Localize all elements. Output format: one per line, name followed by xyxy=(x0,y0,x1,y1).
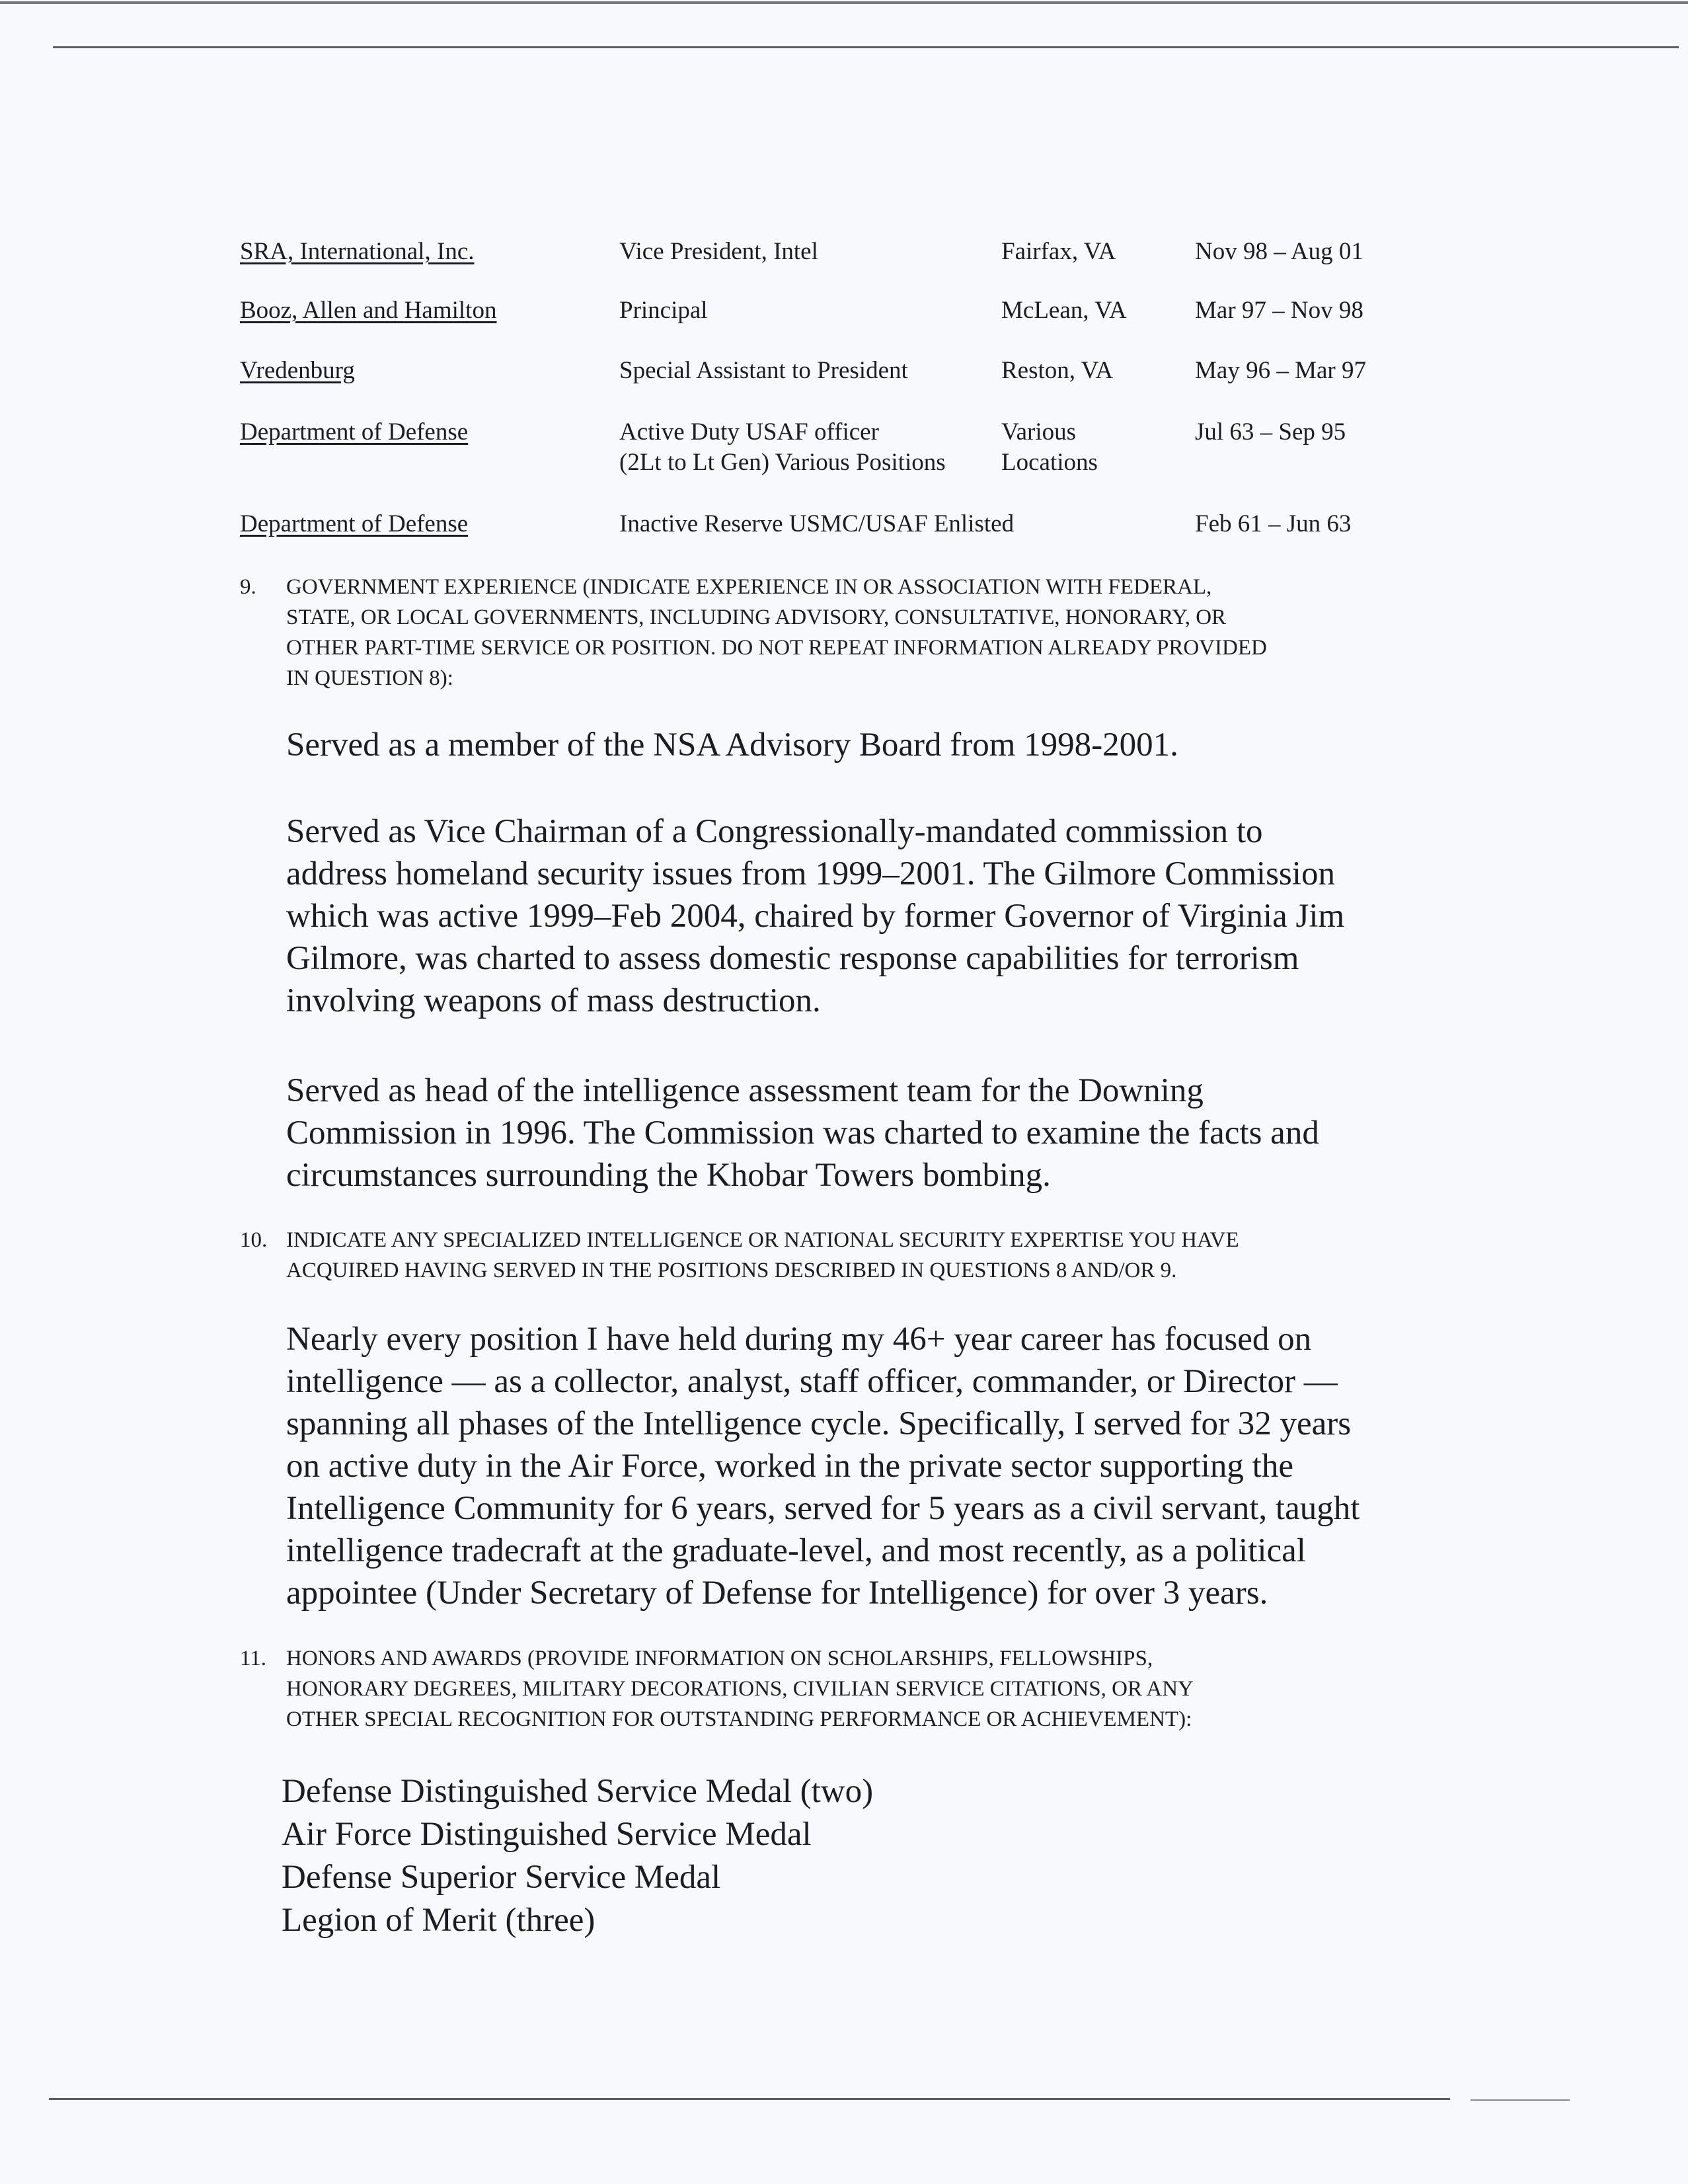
question-text: IN QUESTION 8): xyxy=(286,666,453,690)
position-title: Special Assistant to President xyxy=(619,357,908,384)
question-text: ACQUIRED HAVING SERVED IN THE POSITIONS DESCRIBED IN QUESTIONS 8 AND/OR 9. xyxy=(286,1259,1177,1282)
dates: Jul 63 – Sep 95 xyxy=(1195,418,1346,446)
location: Various xyxy=(1001,418,1077,446)
location: Locations xyxy=(1001,449,1098,476)
answer-line: which was active 1999–Feb 2004, chaired by former Governor of Virginia Jim xyxy=(286,898,1345,935)
answer-paragraph xyxy=(286,1070,1319,1196)
answer-paragraph xyxy=(286,810,1344,1022)
question-number: 10. xyxy=(240,1228,268,1252)
question-text: HONORS AND AWARDS (PROVIDE INFORMATION ON SCHOLARSHIPS, FELLOWSHIPS, xyxy=(286,1647,1153,1670)
question-10-answer xyxy=(286,1318,1360,1614)
question-number: 11. xyxy=(240,1647,267,1670)
dates: Feb 61 – Jun 63 xyxy=(1195,510,1352,537)
answer-line: spanning all phases of the Intelligence cycle. Specifically, I served for 32 years xyxy=(286,1405,1352,1442)
dates: Mar 97 – Nov 98 xyxy=(1195,297,1363,324)
question-line xyxy=(240,602,1267,633)
question-line xyxy=(240,1704,1194,1735)
answer-line: involving weapons of mass destruction. xyxy=(286,982,821,1019)
employer-name: SRA, International, Inc. xyxy=(240,238,475,265)
position-title: (2Lt to Lt Gen) Various Positions xyxy=(619,449,946,476)
question-text: GOVERNMENT EXPERIENCE (INDICATE EXPERIENCE IN OR ASSOCIATION WITH FEDERAL, xyxy=(286,575,1212,599)
question-text: OTHER PART-TIME SERVICE OR POSITION. DO NOT REPEAT INFORMATION ALREADY PROVIDED xyxy=(286,636,1267,660)
employer-name: Department of Defense xyxy=(240,510,469,537)
footer-rule xyxy=(49,2098,1450,2100)
position-title: Inactive Reserve USMC/USAF Enlisted xyxy=(619,510,1015,537)
answer-line: Commission in 1996. The Commission was charted to examine the facts and xyxy=(286,1114,1319,1151)
answer-line: on active duty in the Air Force, worked in the private sector supporting the xyxy=(286,1448,1293,1485)
question-line xyxy=(240,1255,1239,1286)
question-line xyxy=(240,1225,1239,1255)
position-title: Vice President, Intel xyxy=(619,238,818,265)
answer-line: Nearly every position I have held during my 46+ year career has focused on xyxy=(286,1321,1312,1358)
employer-name: Booz, Allen and Hamilton xyxy=(240,297,497,324)
question-line xyxy=(240,1674,1194,1704)
position-title: Active Duty USAF officer xyxy=(619,418,879,446)
answer-line: address homeland security issues from 1999–2001. The Gilmore Commission xyxy=(286,855,1335,892)
award-item: Legion of Merit (three) xyxy=(282,1902,595,1939)
answer-line: intelligence — as a collector, analyst, staff officer, commander, or Director — xyxy=(286,1363,1338,1400)
awards-list xyxy=(282,1770,873,1942)
answer-paragraph xyxy=(286,724,1178,766)
award-item: Defense Superior Service Medal xyxy=(282,1859,721,1896)
question-number: 9. xyxy=(240,575,256,599)
question-line xyxy=(240,633,1267,663)
question-text: STATE, OR LOCAL GOVERNMENTS, INCLUDING ADVISORY, CONSULTATIVE, HONORARY, OR xyxy=(286,605,1227,629)
top-border-line xyxy=(0,1,1688,4)
question-11 xyxy=(240,1643,1194,1735)
award-item: Air Force Distinguished Service Medal xyxy=(282,1816,812,1853)
location: Reston, VA xyxy=(1001,357,1114,384)
question-line xyxy=(240,572,1267,602)
question-text: INDICATE ANY SPECIALIZED INTELLIGENCE OR NATIONAL SECURITY EXPERTISE YOU HAVE xyxy=(286,1228,1239,1252)
answer-line: Served as Vice Chairman of a Congressionally-mandated commission to xyxy=(286,813,1263,850)
question-10 xyxy=(240,1225,1239,1286)
question-line xyxy=(240,1643,1194,1674)
answer-line: circumstances surrounding the Khobar Towers bombing. xyxy=(286,1157,1051,1194)
dates: May 96 – Mar 97 xyxy=(1195,357,1366,384)
question-text: HONORARY DEGREES, MILITARY DECORATIONS, CIVILIAN SERVICE CITATIONS, OR ANY xyxy=(286,1677,1194,1701)
question-9 xyxy=(240,572,1267,693)
location: Fairfax, VA xyxy=(1001,238,1116,265)
answer-line: appointee (Under Secretary of Defense for Intelligence) for over 3 years. xyxy=(286,1575,1268,1612)
location: McLean, VA xyxy=(1001,297,1127,324)
employer-name: Vredenburg xyxy=(240,357,355,384)
answer-line: Served as a member of the NSA Advisory Board from 1998-2001. xyxy=(286,726,1178,763)
footer-rule-short xyxy=(1471,2099,1570,2101)
header-rule xyxy=(53,46,1679,48)
answer-line: Intelligence Community for 6 years, served for 5 years as a civil servant, taught xyxy=(286,1490,1360,1527)
position-title: Principal xyxy=(619,297,708,324)
answer-line: intelligence tradecraft at the graduate-level, and most recently, as a political xyxy=(286,1532,1306,1569)
answer-line: Served as head of the intelligence assessment team for the Downing xyxy=(286,1072,1204,1109)
answer-line: Gilmore, was charted to assess domestic response capabilities for terrorism xyxy=(286,940,1299,977)
dates: Nov 98 – Aug 01 xyxy=(1195,238,1363,265)
question-text: OTHER SPECIAL RECOGNITION FOR OUTSTANDING PERFORMANCE OR ACHIEVEMENT): xyxy=(286,1707,1192,1731)
question-line xyxy=(240,663,1267,693)
award-item: Defense Distinguished Service Medal (two) xyxy=(282,1773,874,1810)
employer-name: Department of Defense xyxy=(240,418,469,446)
